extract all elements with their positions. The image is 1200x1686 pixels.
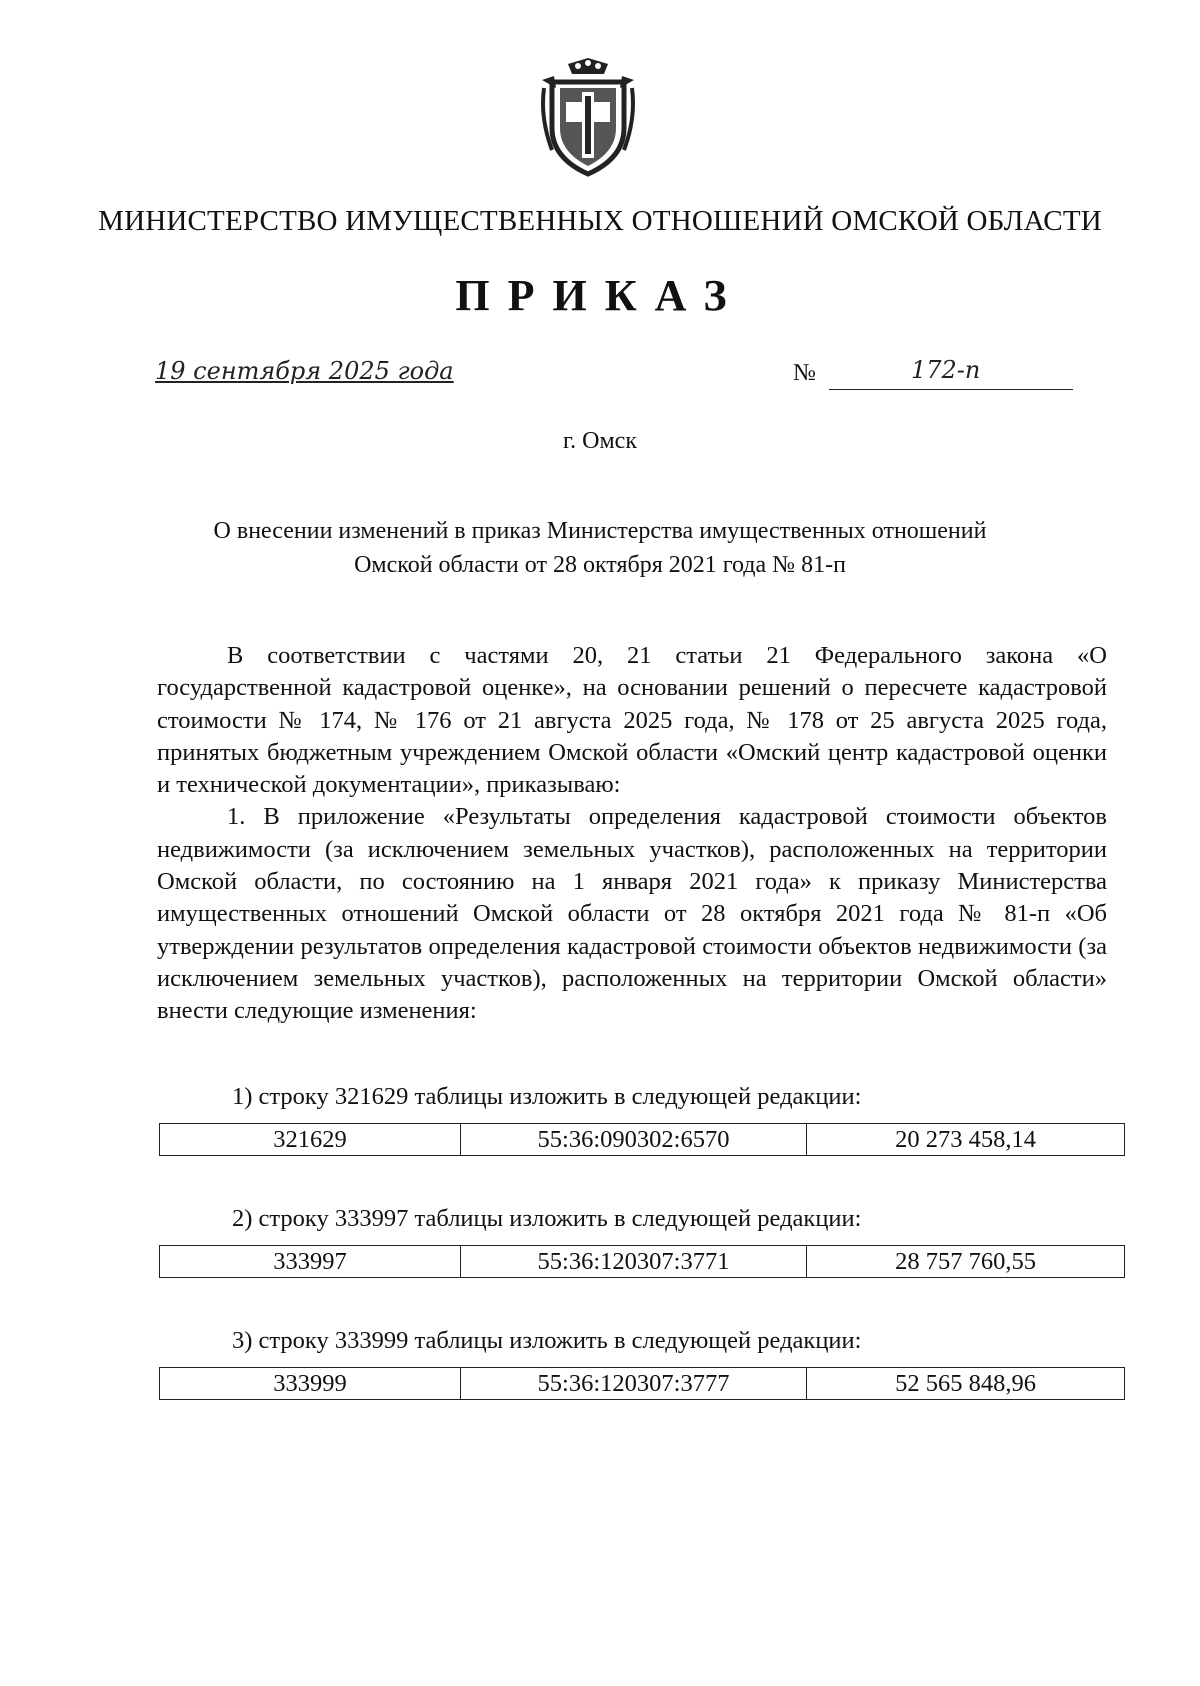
point-1-paragraph: 1. В приложение «Результаты определения кадастровой стоимости объектов недвижимости (за исключением земельных участков), расположенных на территории Омской области, по состоянию на 1 января 2021 года» к приказу Министерства имущественных отношений Омской области от 28 октября 2021 года № 81-п «Об утверждении результатов определения кадастровой стоимости объектов недвижимости (за исключением земельных участков), расположенных на территории Омской области» внести следующие изменения:	[157, 803, 1107, 1025]
document-title: ПРИКАЗ	[455, 271, 745, 320]
number-underline	[829, 389, 1073, 390]
item-1-label: 1) строку 321629 таблицы изложить в следующей редакции:	[232, 1083, 862, 1110]
table-row	[160, 1368, 1125, 1400]
item-2-table	[159, 1245, 1125, 1278]
order-number-field	[793, 358, 1073, 392]
item-3-table	[159, 1367, 1125, 1400]
city: г. Омск	[563, 428, 637, 454]
ministry-name: МИНИСТЕРСТВО ИМУЩЕСТВЕННЫХ ОТНОШЕНИЙ ОМСКОЙ ОБЛАСТИ	[98, 205, 1102, 237]
order-body	[157, 640, 1107, 1028]
subject-line-1: О внесении изменений в приказ Министерства имущественных отношений	[213, 518, 987, 544]
cadastral-number-cell: 55:36:120307:3771	[461, 1246, 807, 1278]
row-number-cell: 333997	[160, 1246, 461, 1278]
subject-line-2: Омской области от 28 октября 2021 года № 81-п	[354, 552, 846, 578]
item-3-label: 3) строку 333999 таблицы изложить в следующей редакции:	[232, 1327, 862, 1354]
item-2-label: 2) строку 333997 таблицы изложить в следующей редакции:	[232, 1205, 862, 1232]
order-subject	[140, 514, 1060, 582]
table-row	[160, 1124, 1125, 1156]
cadastral-value-cell: 28 757 760,55	[807, 1246, 1125, 1278]
table-row	[160, 1246, 1125, 1278]
order-date-handwritten: 19 сентября 2025 года	[155, 357, 454, 385]
order-number-handwritten: 172-п	[911, 356, 981, 384]
row-number-cell: 333999	[160, 1368, 461, 1400]
cadastral-value-cell: 20 273 458,14	[807, 1124, 1125, 1156]
row-number-cell: 321629	[160, 1124, 461, 1156]
cadastral-number-cell: 55:36:120307:3777	[461, 1368, 807, 1400]
cadastral-value-cell: 52 565 848,96	[807, 1368, 1125, 1400]
coat-of-arms-icon	[538, 58, 638, 178]
cadastral-number-cell: 55:36:090302:6570	[461, 1124, 807, 1156]
number-sign: №	[793, 360, 816, 386]
preamble-paragraph: В соответствии с частями 20, 21 статьи 21 Федерального закона «О государственной кадастровой оценке», на основании решений о пересчете кадастровой стоимости № 174, № 176 от 21 августа 2025 года, № 178 от 25 августа 2025 года, принятых бюджетным учреждением Омской области «Омский центр кадастровой оценки и технической документации», приказываю:	[157, 642, 1107, 799]
item-1-table	[159, 1123, 1125, 1156]
